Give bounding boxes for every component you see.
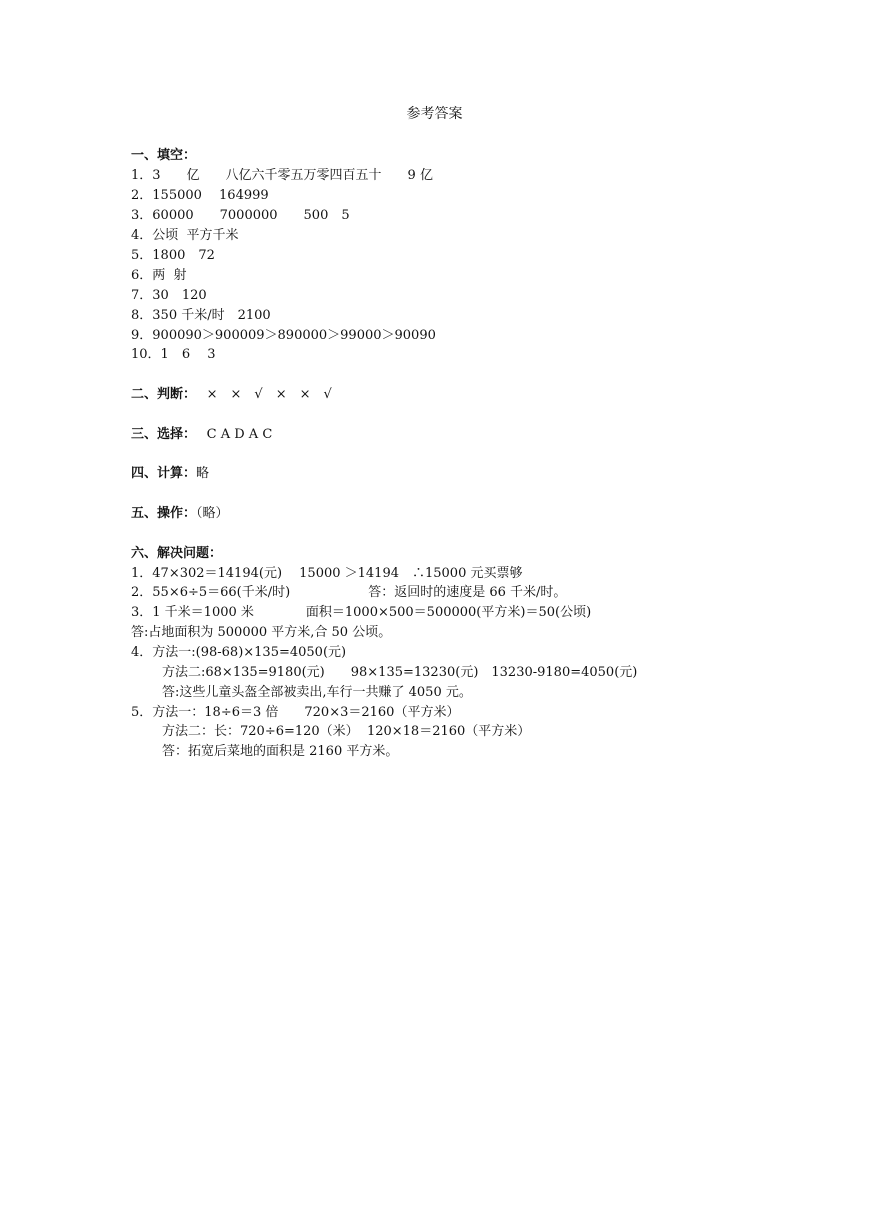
- choice-answers: C A D A C: [189, 427, 273, 442]
- problem-answer-5-method-1: 5．方法一：18÷6＝3 倍 720×3＝2160（平方米）: [131, 705, 460, 720]
- problem-answer-4-conclusion: 答:这些儿童头盔全部被卖出,车行一共赚了 4050 元。: [162, 685, 472, 700]
- fill-in-answer-5: 5．1800 72: [131, 248, 215, 263]
- section-calculation-heading: 四、计算：: [131, 466, 197, 481]
- problem-answer-1: 1．47×302＝14194(元) 15000 ＞14194 ∴15000 元买票够: [131, 566, 523, 581]
- fill-in-answer-6: 6．两 射: [131, 268, 187, 283]
- calculation-answers: 略: [196, 466, 210, 481]
- fill-in-answer-2: 2．155000 164999: [131, 188, 269, 203]
- fill-in-answer-3: 3．60000 7000000 500 5: [131, 208, 350, 223]
- fill-in-answer-1: 1．3 亿 八亿六千零五万零四百五十 9 亿: [131, 168, 433, 183]
- fill-in-answer-10: 10．1 6 3: [131, 347, 216, 362]
- section-operation: [131, 505, 229, 523]
- problem-answer-5-method-2: 方法二：长：720÷6=120（米） 120×18＝2160（平方米）: [162, 724, 531, 739]
- problem-answer-5-conclusion: 答：拓宽后菜地的面积是 2160 平方米。: [162, 744, 399, 759]
- problem-answer-3: 3．1 千米＝1000 米 面积＝1000×500＝500000(平方米)＝50(公顷): [131, 605, 592, 620]
- section-calculation: [131, 465, 209, 483]
- section-operation-heading: 五、操作：: [131, 506, 197, 521]
- section-problem-solving-heading: 六、解决问题：: [131, 546, 223, 561]
- fill-in-answer-7: 7．30 120: [131, 288, 207, 303]
- problem-answer-4-method-1: 4．方法一:(98-68)×135=4050(元): [131, 645, 347, 660]
- problem-answer-2: 2．55×6÷5＝66(千米/时) 答：返回时的速度是 66 千米/时。: [131, 585, 567, 600]
- section-judgement-heading: 二、判断：: [131, 387, 190, 402]
- page-title: 参考答案: [406, 106, 463, 122]
- fill-in-answer-9: 9．900090＞900009＞890000＞99000＞90090: [131, 328, 436, 343]
- fill-in-answer-8: 8．350 千米/时 2100: [131, 308, 271, 323]
- problem-answer-3-conclusion: 答:占地面积为 500000 平方米,合 50 公顷。: [131, 625, 392, 640]
- judgement-answers: × × √ × × √: [189, 387, 332, 402]
- fill-in-answer-4: 4．公顷 平方千米: [131, 228, 239, 243]
- section-choice-heading: 三、选择：: [131, 427, 190, 442]
- section-fill-in-heading: 一、填空：: [131, 148, 197, 163]
- section-choice: [131, 426, 272, 444]
- problem-answer-4-method-2: 方法二:68×135=9180(元) 98×135=13230(元) 13230-9180=4050(元): [162, 665, 638, 680]
- section-judgement: [131, 386, 332, 404]
- operation-answers: （略）: [196, 506, 229, 521]
